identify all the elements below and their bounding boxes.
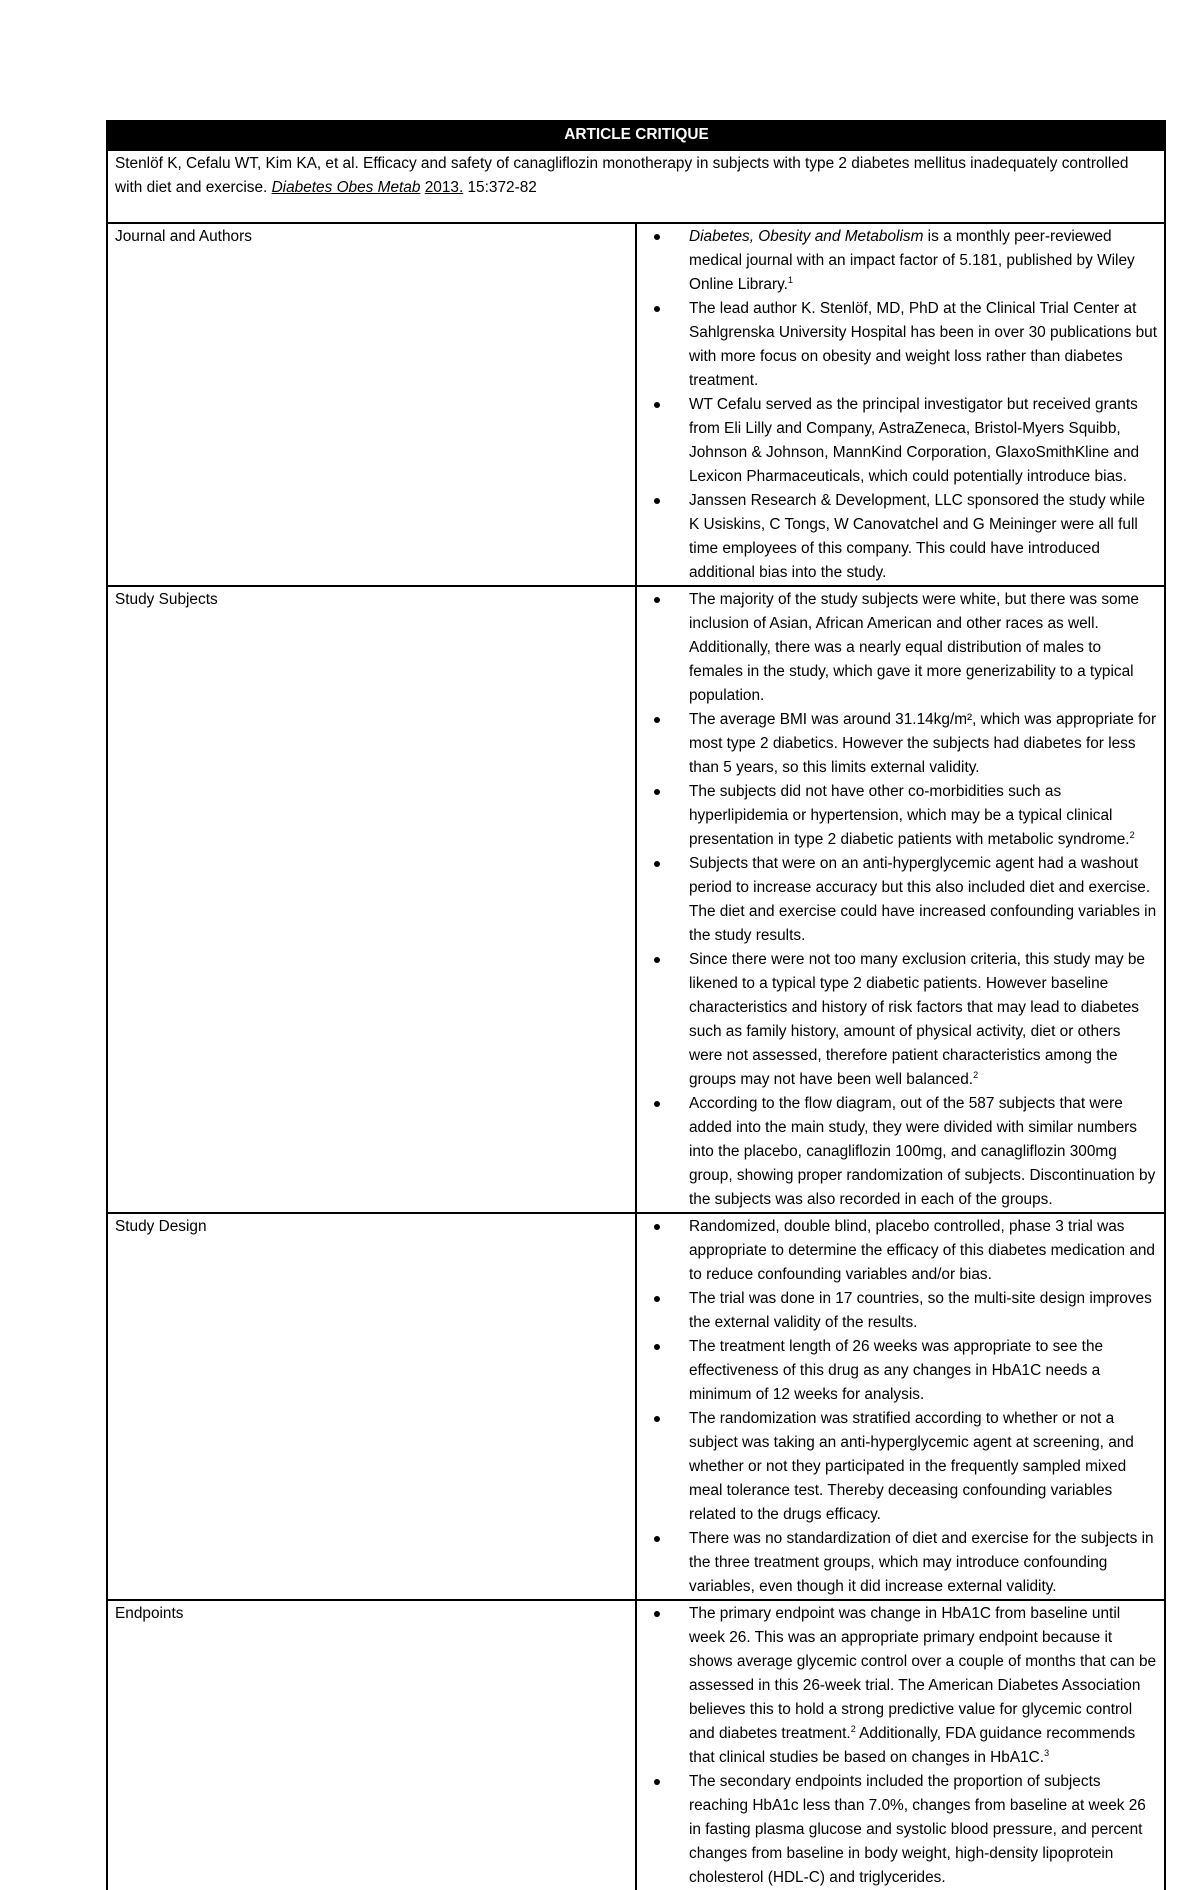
- bullet-text: There was no standardization of diet and exercise for the subjects in the three treatment groups, which may introduce confounding variables, even though it did increase external validity.: [689, 1530, 1154, 1595]
- bullet-text: Subjects that were on an anti-hyperglycemic agent had a washout period to increase accuracy but this also included diet and exercise. The diet and exercise could have increased confounding variables in the study results.: [689, 855, 1157, 944]
- list-item: [644, 1335, 1158, 1407]
- section-row-study-subjects: [107, 586, 1165, 1213]
- article-critique-page: [106, 120, 1166, 1890]
- section-row-endpoints: [107, 1600, 1165, 1890]
- bullet-icon: [654, 1779, 660, 1785]
- list-item: [644, 1407, 1158, 1527]
- title-row: [107, 121, 1165, 150]
- list-item: [644, 1602, 1158, 1770]
- list-item: [644, 948, 1158, 1092]
- bullet-text: Additionally, FDA guidance recommends that clinical studies be based on changes in HbA1C.: [689, 1725, 1136, 1766]
- bullet-icon: [654, 1416, 660, 1422]
- bullet-text: The average BMI was around 31.14kg/m², which was appropriate for most type 2 diabetics. However the subjects had diabetes for less than 5 years, so this limits external validity.: [689, 711, 1157, 776]
- list-item: [644, 489, 1158, 585]
- bullet-text: The majority of the study subjects were white, but there was some inclusion of Asian, African American and other races as well. Additionally, there was a nearly equal distribution of males to females in the study, which gave it more generizability to a typical population.: [689, 591, 1139, 704]
- bullet-icon: [654, 1296, 660, 1302]
- bullet-icon: [654, 402, 660, 408]
- section-label: Journal and Authors: [107, 223, 636, 586]
- bullet-icon: [654, 789, 660, 795]
- bullet-text: The subjects did not have other co-morbidities such as hyperlipidemia or hypertension, which may be a typical clinical presentation in type 2 diabetic patients with metabolic syndrome.: [689, 783, 1130, 848]
- section-label: Study Design: [107, 1213, 636, 1600]
- list-item: [644, 708, 1158, 780]
- bullet-icon: [654, 306, 660, 312]
- footnote-ref: 2: [850, 1723, 856, 1734]
- bullet-icon: [654, 861, 660, 867]
- list-item: [644, 1770, 1158, 1890]
- list-item: [644, 1287, 1158, 1335]
- bullet-text: Randomized, double blind, placebo controlled, phase 3 trial was appropriate to determine the efficacy of this diabetes medication and to reduce confounding variables and/or bias.: [689, 1218, 1155, 1283]
- bullet-icon: [654, 1536, 660, 1542]
- footnote-ref: 2: [1129, 829, 1135, 840]
- bullet-icon: [654, 1101, 660, 1107]
- bullet-text: Since there were not too many exclusion criteria, this study may be likened to a typical type 2 diabetic patients. However baseline characteristics and history of risk factors that may lead to diabetes such as family history, amount of physical activity, diet or others were not assessed, therefore patient characteristics among the groups may not have been well balanced.: [689, 951, 1145, 1088]
- bullet-icon: [654, 717, 660, 723]
- section-bullets: [636, 1600, 1165, 1890]
- bullet-icon: [654, 957, 660, 963]
- list-item: [644, 1092, 1158, 1212]
- bullet-text: WT Cefalu served as the principal investigator but received grants from Eli Lilly and Company, AstraZeneca, Bristol-Myers Squibb, Johnson & Johnson, MannKind Corporation, GlaxoSmithKline and Lexicon Pharmaceuticals, which could potentially introduce bias.: [689, 396, 1140, 485]
- section-bullets: [636, 223, 1165, 586]
- section-label: Endpoints: [107, 1600, 636, 1890]
- bullet-text: The treatment length of 26 weeks was appropriate to see the effectiveness of this drug as any changes in HbA1C needs a minimum of 12 weeks for analysis.: [689, 1338, 1104, 1403]
- citation-authors: Stenlöf K, Cefalu WT, Kim KA, et al. Efficacy and safety of canagliflozin monotherapy in subjects with type 2 diabetes mellitus inadequately controlled with diet and exercise.: [115, 155, 1129, 196]
- section-row-study-design: [107, 1213, 1165, 1600]
- footnote-ref: 2: [973, 1069, 979, 1080]
- critique-title: ARTICLE CRITIQUE: [107, 121, 1165, 150]
- citation: [107, 150, 1165, 223]
- list-item: [644, 225, 1158, 297]
- bullet-text: The primary endpoint was change in HbA1C from baseline until week 26. This was an appropriate primary endpoint because it shows average glycemic control over a couple of months that can be assessed in this 26-week trial. The American Diabetes Association believes this to hold a strong predictive value for glycemic control and diabetes treatment.: [689, 1605, 1157, 1742]
- bullet-text: Janssen Research & Development, LLC sponsored the study while K Usiskins, C Tongs, W Canovatchel and G Meininger were all full time employees of this company. This could have introduced additional bias into the study.: [689, 492, 1145, 581]
- citation-row: [107, 150, 1165, 223]
- list-item: [644, 393, 1158, 489]
- list-item: [644, 588, 1158, 708]
- bullet-text: The trial was done in 17 countries, so the multi-site design improves the external validity of the results.: [689, 1290, 1152, 1331]
- citation-journal: Diabetes Obes Metab: [271, 179, 421, 196]
- citation-pages: 15:372-82: [463, 179, 537, 196]
- list-item: [644, 297, 1158, 393]
- critique-table: [106, 120, 1166, 1890]
- bullet-text: The secondary endpoints included the proportion of subjects reaching HbA1c less than 7.0%, changes from baseline at week 26 in fasting plasma glucose and systolic blood pressure, and percent changes from baseline in body weight, high-density lipoprotein cholesterol (HDL-C) and triglycerides.: [689, 1773, 1146, 1886]
- journal-name: Diabetes, Obesity and Metabolism: [689, 228, 924, 245]
- bullet-text: The lead author K. Stenlöf, MD, PhD at the Clinical Trial Center at Sahlgrenska University Hospital has been in over 30 publications but with more focus on obesity and weight loss rather than diabetes treatment.: [689, 300, 1157, 389]
- bullet-icon: [654, 597, 660, 603]
- bullet-text: is a monthly peer-reviewed medical journal with an impact factor of 5.181, published by Wiley Online Library.: [689, 228, 1135, 293]
- list-item: [644, 1215, 1158, 1287]
- citation-year: 2013.: [424, 179, 464, 196]
- bullet-text: According to the flow diagram, out of the 587 subjects that were added into the main study, they were divided with similar numbers into the placebo, canagliflozin 100mg, and canagliflozin 300mg group, showing proper randomization of subjects. Discontinuation by the subjects was also recorded in each of the groups.: [689, 1095, 1156, 1208]
- bullet-icon: [654, 234, 660, 240]
- section-label: Study Subjects: [107, 586, 636, 1213]
- footnote-ref: 1: [787, 274, 793, 285]
- list-item: [644, 852, 1158, 948]
- bullet-icon: [654, 498, 660, 504]
- bullet-icon: [654, 1611, 660, 1617]
- footnote-ref: 3: [1044, 1747, 1050, 1758]
- bullet-text: The randomization was stratified according to whether or not a subject was taking an anti-hyperglycemic agent at screening, and whether or not they participated in the frequently sampled mixed meal tolerance test. Thereby deceasing confounding variables related to the drugs efficacy.: [689, 1410, 1134, 1523]
- section-bullets: [636, 1213, 1165, 1600]
- list-item: [644, 780, 1158, 852]
- section-bullets: [636, 586, 1165, 1213]
- section-row-journal-authors: [107, 223, 1165, 586]
- list-item: [644, 1527, 1158, 1599]
- bullet-icon: [654, 1344, 660, 1350]
- bullet-icon: [654, 1224, 660, 1230]
